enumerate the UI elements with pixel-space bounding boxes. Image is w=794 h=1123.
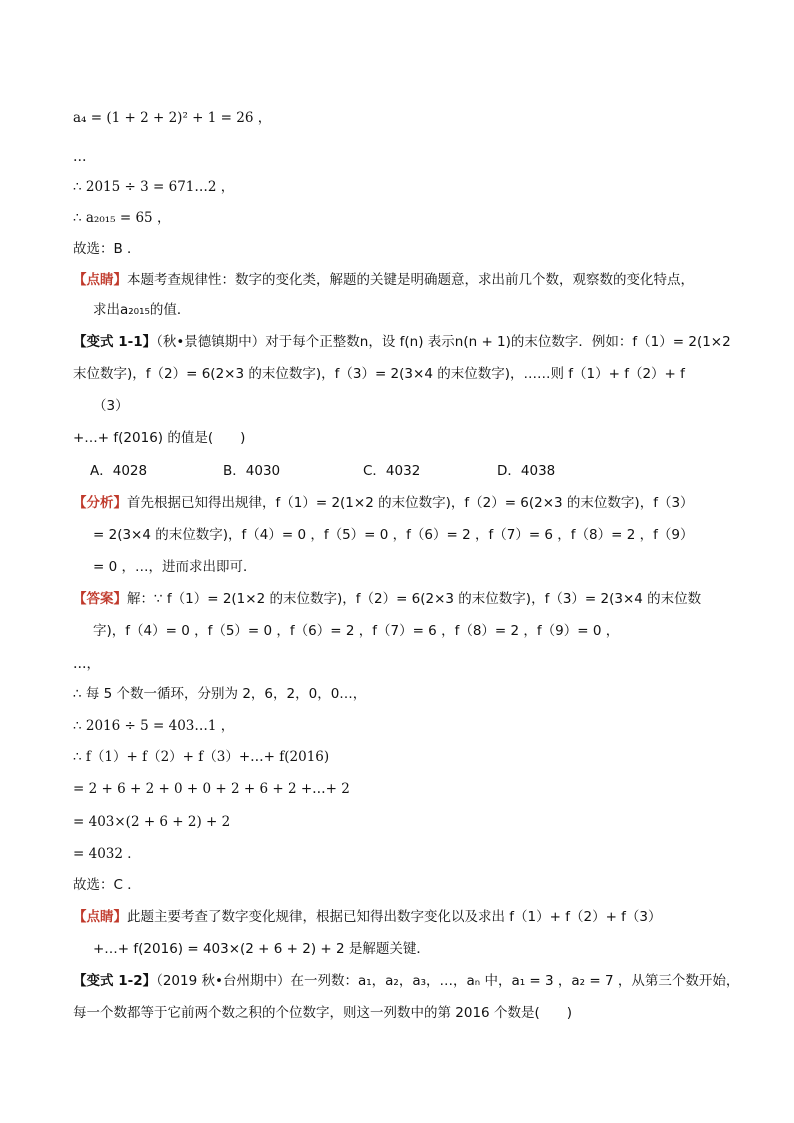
formula-2015-div-3: ∴ 2015 ÷ 3 = 671…2 ， (73, 179, 235, 195)
option-b: B．4030 (223, 463, 281, 479)
variant-1-1-text: （秋•景德镇期中）对于每个正整数n，设 f(n) 表示n(n + 1)的末位数字．例如：f（1）= 2(1×2 (156, 334, 731, 350)
variant-1-2-line1 (73, 972, 739, 990)
variant-1-1-line2: 末位数字)，f（2）= 6(2×3 的末位数字)，f（3）= 2(3×4 的末位数字)，……则 f（1）+ f（2）+ f (73, 366, 685, 382)
dianjing-2-cont: +…+ f(2016) = 403×(2 + 6 + 2) + 2 是解题关键． (93, 941, 430, 957)
fenxi-line1 (73, 494, 694, 512)
choice-b-line: 故选：B ． (73, 241, 141, 257)
variant-1-2-tag: 【变式 1-2】 (73, 973, 157, 989)
answer-text: 解：∵ f（1）= 2(1×2 的末位数字)，f（2）= 6(2×3 的末位数字)，f（3）= 2(3×4 的末位数 (127, 591, 702, 607)
answer-sum-group: = 403×(2 + 6 + 2) + 2 (73, 814, 231, 830)
variant-1-2-text: （2019 秋•台州期中）在一列数：a₁，a₂，a₃，…，aₙ 中，a₁ = 3 ，a₂ = 7 ，从第三个数开始， (156, 973, 740, 989)
answer-tag: 【答案】 (73, 591, 127, 607)
dianjing-2-tag: 【点睛】 (73, 909, 127, 925)
dianjing-1 (73, 271, 694, 289)
answer-cycle: ∴ 每 5 个数一循环，分别为 2，6，2，0，0…， (73, 686, 367, 702)
answer-sum-expand: = 2 + 6 + 2 + 0 + 0 + 2 + 6 + 2 +…+ 2 (73, 781, 350, 797)
answer-line2: 字)，f（4）= 0 ，f（5）= 0 ，f（6）= 2 ，f（7）= 6 ，f（8）= 2 ，f（9）= 0 ， (93, 623, 620, 639)
variant-1-2-line2: 每一个数都等于它前两个数之积的个位数字，则这一列数中的第 2016 个数是( ) (73, 1005, 572, 1021)
option-d: D．4038 (497, 463, 556, 479)
answer-line1 (73, 590, 701, 608)
answer-sum: ∴ f（1）+ f（2）+ f（3）+…+ f(2016) (73, 749, 330, 765)
formula-a2015: ∴ a₂₀₁₅ = 65 ， (73, 210, 171, 226)
variant-1-1-line1 (73, 333, 731, 351)
dianjing-tag: 【点睛】 (73, 272, 127, 288)
dianjing-2-text: 此题主要考查了数字变化规律，根据已知得出数字变化以及求出 f（1）+ f（2）+ f（3） (127, 909, 662, 925)
ellipsis-line: … (73, 149, 87, 165)
dianjing-2 (73, 908, 662, 926)
answer-2016-div-5: ∴ 2016 ÷ 5 = 403…1 ， (73, 718, 235, 734)
fenxi-text: 首先根据已知得出规律，f（1）= 2(1×2 的末位数字)，f（2）= 6(2×3 的末位数字)，f（3） (127, 495, 694, 511)
fenxi-tag: 【分析】 (73, 495, 127, 511)
fenxi-line2: = 2(3×4 的末位数字)，f（4）= 0 ，f（5）= 0 ，f（6）= 2 ，f（7）= 6 ，f（8）= 2 ，f（9） (93, 527, 694, 543)
fenxi-line3: = 0 ，…，进而求出即可． (93, 559, 257, 575)
option-c: C．4032 (363, 463, 421, 479)
variant-1-1-line4: +…+ f(2016) 的值是( ) (73, 430, 246, 446)
variant-1-1-tag: 【变式 1-1】 (73, 334, 157, 350)
formula-a4: a₄ = (1 + 2 + 2)² + 1 = 26 ， (73, 110, 272, 126)
answer-result: = 4032 ． (73, 846, 141, 862)
dianjing-text: 本题考查规律性：数字的变化类，解题的关键是明确题意，求出前几个数，观察数的变化特点， (127, 272, 694, 288)
answer-ellipsis: …， (73, 656, 100, 672)
option-a: A．4028 (90, 463, 148, 479)
choice-c-line: 故选：C ． (73, 877, 141, 893)
variant-1-1-line3: （3） (93, 398, 129, 414)
dianjing-1-cont: 求出a₂₀₁₅的值． (93, 302, 191, 318)
